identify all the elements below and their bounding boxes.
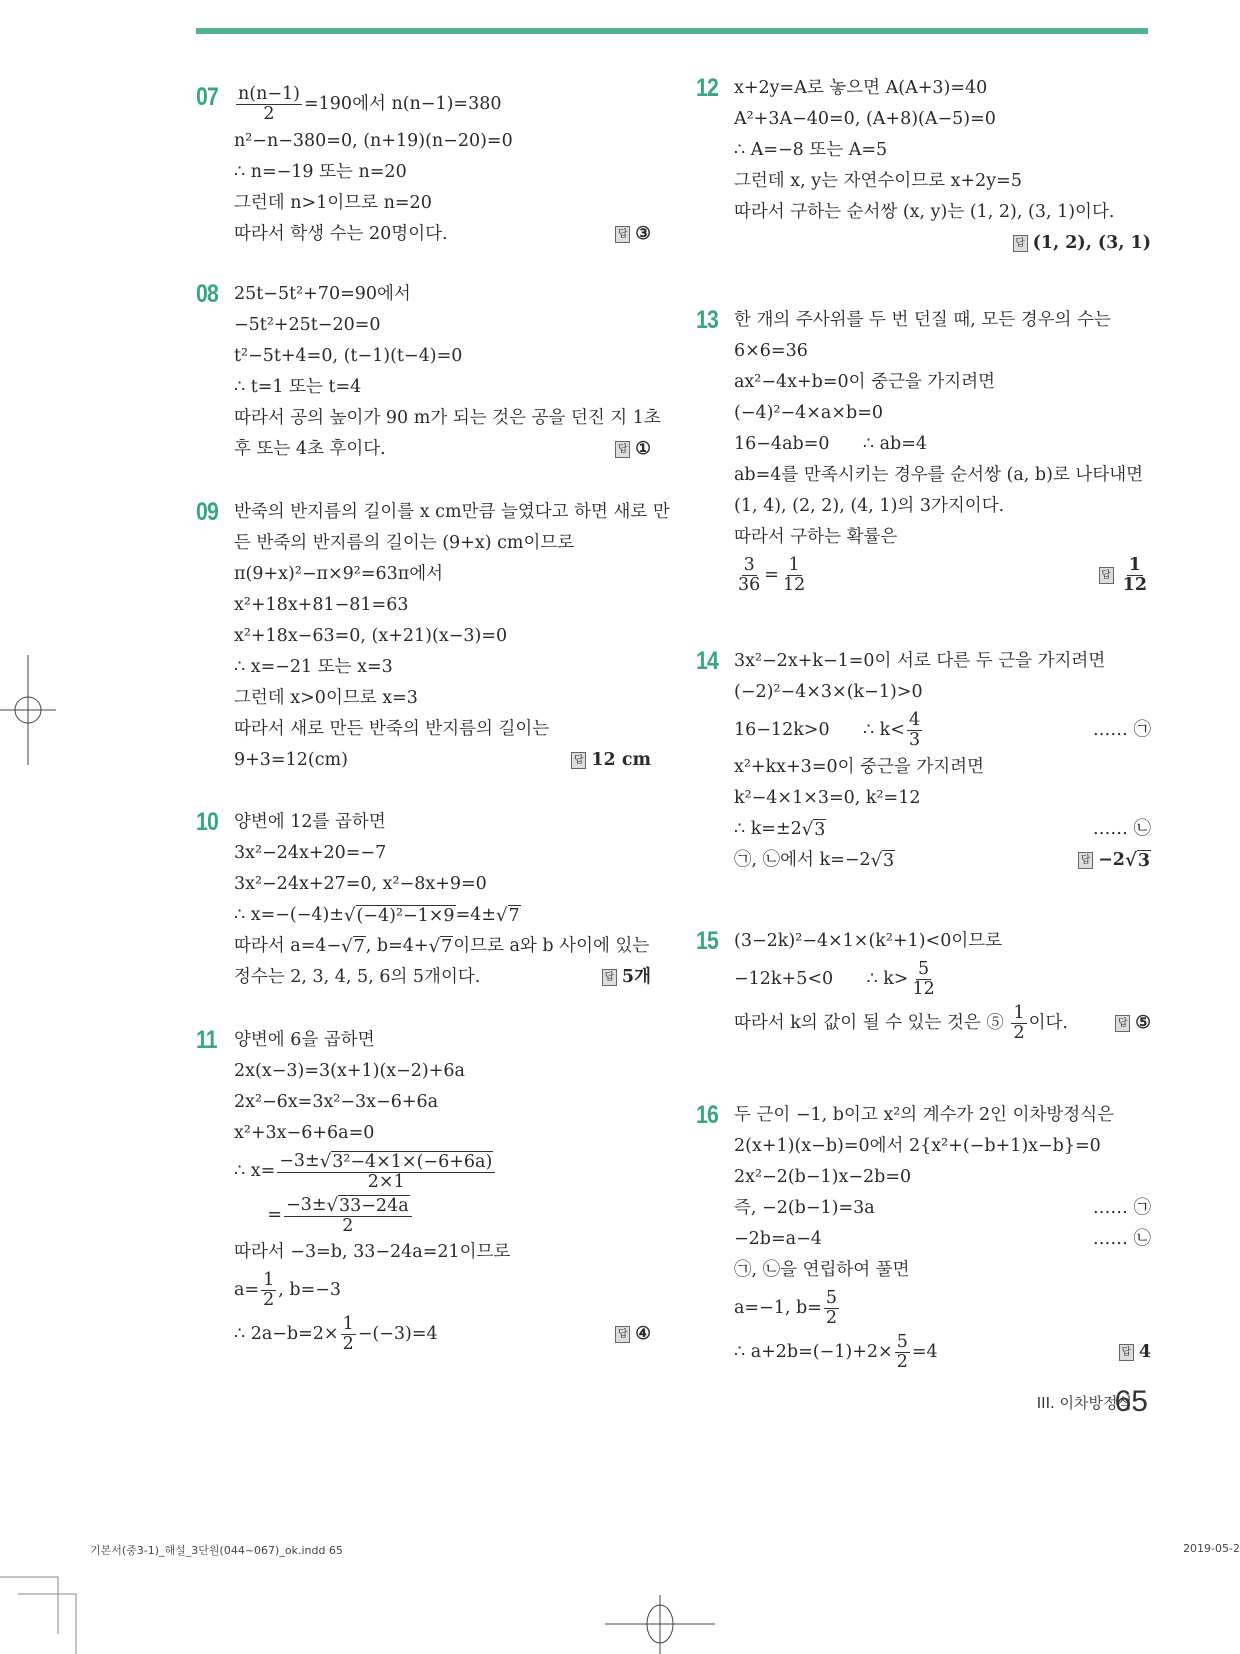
fraction-denominator: 2 — [263, 103, 275, 124]
solution-line — [734, 752, 1151, 783]
fraction-numerator: 4 — [908, 709, 921, 730]
solution-line — [234, 559, 651, 590]
solution-line — [234, 528, 651, 559]
math-text: 그런데 x>0이므로 x=3 — [234, 688, 418, 708]
square-root — [1125, 845, 1151, 876]
answer — [1115, 1008, 1151, 1039]
solution-line — [734, 1193, 1151, 1224]
fraction — [284, 1195, 412, 1236]
fraction-numerator: 1 — [1128, 554, 1141, 575]
radicand: 7 — [441, 937, 453, 957]
math-text: t²−5t+4=0, (t−1)(t−4)=0 — [234, 346, 463, 366]
solution-line — [734, 336, 1151, 367]
math-text: k²−4×1×3=0, k²=12 — [734, 788, 921, 808]
problem-number: 14 — [696, 647, 718, 675]
fraction-numerator — [277, 1151, 495, 1173]
answer-badge-icon: 답 — [1115, 1015, 1130, 1032]
math-text: 따라서 a=4− — [234, 936, 342, 956]
math-text: 16−12k>0 ∴ k< — [734, 719, 905, 740]
solution-line — [734, 104, 1151, 135]
fraction-numerator: 3 — [743, 554, 755, 575]
math-text: ④ — [635, 1323, 651, 1344]
square-root — [327, 1195, 410, 1216]
square-root — [320, 1151, 494, 1172]
math-text: A²+3A−40=0, (A+8)(A−5)=0 — [734, 109, 996, 129]
math-text: (−4)²−4×a×b=0 — [734, 403, 884, 423]
math-text: ∴ A=−8 또는 A=5 — [734, 140, 888, 160]
page-number: 65 — [1114, 1385, 1148, 1418]
problem-number: 16 — [696, 1101, 718, 1129]
solution-line — [734, 135, 1151, 166]
math-text: =4 — [911, 1341, 938, 1362]
fraction — [1011, 1004, 1026, 1043]
math-text: −(−3)=4 — [357, 1323, 438, 1344]
math-text: 따라서 −3=b, 33−24a=21이므로 — [234, 1242, 511, 1262]
math-text: 이므로 a와 b 사이에 있는 — [453, 936, 650, 956]
math-text: ⑤ — [1135, 1012, 1151, 1033]
fraction — [261, 1271, 276, 1310]
fraction — [1121, 556, 1149, 595]
math-text: x²+18x+81−81=63 — [234, 595, 409, 615]
fraction — [781, 556, 807, 595]
radicand: 3 — [883, 851, 895, 871]
solution-line — [734, 1224, 1151, 1255]
solution-line — [234, 188, 651, 219]
answer-badge-icon: 답 — [1013, 235, 1028, 252]
solution-lines — [234, 807, 651, 993]
solution-line — [734, 845, 1151, 876]
math-text: −2b=a−4 — [734, 1229, 822, 1249]
math-text: 따라서 구하는 순서쌍 (x, y)는 (1, 2), (3, 1)이다. — [734, 202, 1115, 222]
math-text: ∴ x=−21 또는 x=3 — [234, 657, 393, 677]
square-root — [341, 931, 366, 962]
fraction-denominator: 2 — [1013, 1022, 1025, 1043]
solution-line — [234, 683, 651, 714]
solution-line — [734, 926, 1151, 957]
math-text: −2 — [1098, 850, 1125, 870]
math-text: −5t²+25t−20=0 — [234, 315, 381, 335]
math-text: 따라서 k의 값이 될 수 있는 것은 ⑤ — [734, 1012, 1010, 1033]
math-text: x²+kx+3=0이 중근을 가지려면 — [734, 757, 984, 777]
math-text: 후 또는 4초 후이다. — [234, 439, 386, 459]
solution-lines — [734, 926, 1151, 1045]
math-text: 즉, −2(b−1)=3a — [734, 1198, 875, 1218]
solution-line — [734, 646, 1151, 677]
math-text: ㉠, ㉡을 연립하여 풀면 — [734, 1260, 910, 1280]
solution-line — [234, 126, 651, 157]
answer — [615, 434, 651, 465]
math-text: x²+3x−6+6a=0 — [234, 1123, 375, 1143]
math-text: x²+18x−63=0, (x+21)(x−3)=0 — [234, 626, 508, 646]
math-text: 3x²−24x+27=0, x²−8x+9=0 — [234, 874, 487, 894]
solution-line — [234, 621, 651, 652]
fraction-denominator: 2 — [263, 1289, 275, 1310]
solution-line — [734, 783, 1151, 814]
equation-tag: …… ㉡ — [1092, 819, 1151, 839]
math-text: 2x²−2(b−1)x−2b=0 — [734, 1167, 912, 1187]
solution-line — [234, 714, 651, 745]
radical-sign-icon: √ — [319, 1150, 332, 1172]
solution-line — [234, 157, 651, 188]
math-text: 12 cm — [591, 750, 651, 770]
solution-line — [234, 310, 651, 341]
math-text: ∴ x=−(−4)± — [234, 905, 345, 925]
fraction-numerator — [284, 1195, 412, 1217]
math-text: ① — [635, 439, 651, 459]
solution-line — [234, 372, 651, 403]
math-text: a= — [234, 1279, 260, 1300]
solution-line — [234, 1312, 651, 1356]
radicand: (−4)²−1×9 — [356, 906, 455, 926]
math-text: = — [234, 1204, 283, 1225]
fraction — [736, 556, 762, 595]
math-text: −3± — [286, 1194, 327, 1215]
solution-line — [234, 900, 651, 931]
solution-line — [234, 1149, 651, 1193]
math-text: x+2y=A로 놓으면 A(A+3)=40 — [734, 78, 988, 98]
solution-line — [734, 553, 1151, 597]
radicand: 3 — [814, 820, 826, 840]
fraction — [895, 1333, 910, 1372]
fraction-numerator: 5 — [825, 1287, 838, 1308]
math-text: 든 반죽의 반지름의 길이는 (9+x) cm이므로 — [234, 533, 575, 553]
print-slug-date: 2019-05-2 — [1183, 1542, 1240, 1555]
fraction-denominator: 12 — [1122, 574, 1147, 595]
solution-line — [734, 305, 1151, 336]
square-root — [802, 814, 827, 845]
math-text: 정수는 2, 3, 4, 5, 6의 5개이다. — [234, 967, 481, 987]
solution-line — [234, 434, 651, 465]
fraction-numerator: 5 — [896, 1331, 908, 1352]
solution-line — [734, 1162, 1151, 1193]
fraction-denominator: 12 — [782, 574, 806, 595]
solution-line — [234, 838, 651, 869]
answer — [1078, 845, 1151, 876]
fraction-denominator: 2 — [342, 1215, 354, 1236]
fraction-numerator: 1 — [1013, 1002, 1025, 1023]
problem-number: 09 — [196, 498, 218, 526]
answer-badge-icon: 답 — [1119, 1344, 1134, 1361]
solution-line — [234, 962, 651, 993]
problem-number: 12 — [696, 74, 718, 102]
math-text: 6×6=36 — [734, 341, 808, 361]
answer-badge-icon: 답 — [615, 441, 630, 458]
math-text: 따라서 공의 높이가 90 m가 되는 것은 공을 던진 지 1초 — [234, 408, 661, 428]
answer — [602, 962, 651, 993]
math-text: 반죽의 반지름의 길이를 x cm만큼 늘였다고 하면 새로 만 — [234, 502, 670, 522]
radical-sign-icon: √ — [870, 850, 883, 871]
math-text: 양변에 6을 곱하면 — [234, 1030, 375, 1050]
answer-badge-icon: 답 — [602, 969, 617, 986]
header-accent-bar — [196, 28, 1148, 34]
fraction-numerator: 5 — [918, 958, 930, 979]
math-text: ③ — [635, 224, 651, 244]
math-text: 3x²−2x+k−1=0이 서로 다른 두 근을 가지려면 — [734, 651, 1106, 671]
math-text: 25t−5t²+70=90에서 — [234, 284, 411, 304]
solution-line — [234, 1268, 651, 1312]
math-text: , b=−3 — [278, 1279, 342, 1300]
math-text: 2(x+1)(x−b)=0에서 2{x²+(−b+1)x−b}=0 — [734, 1136, 1101, 1156]
fraction — [910, 960, 936, 999]
solution-line — [234, 219, 651, 250]
radical-sign-icon: √ — [801, 819, 814, 840]
solution-line — [234, 1237, 651, 1268]
crop-marks — [0, 1577, 76, 1654]
math-text: ∴ 2a−b=2× — [234, 1323, 339, 1344]
fraction-numerator: 1 — [788, 554, 800, 575]
math-text: 5개 — [621, 967, 651, 987]
math-text: 9+3=12(cm) — [234, 750, 348, 770]
math-text: 2x(x−3)=3(x+1)(x−2)+6a — [234, 1061, 465, 1081]
solution-line — [734, 814, 1151, 845]
math-text: π(9+x)²−π×9²=63π에서 — [234, 564, 444, 584]
math-text: ∴ n=−19 또는 n=20 — [234, 162, 407, 182]
radical-sign-icon: √ — [344, 905, 356, 926]
math-text: ∴ x= — [234, 1160, 276, 1181]
solution-line — [734, 1001, 1151, 1045]
fraction — [824, 1289, 839, 1328]
solution-line — [234, 497, 670, 528]
fraction — [236, 85, 302, 124]
answer-badge-icon: 답 — [1078, 852, 1093, 869]
square-root — [429, 931, 454, 962]
radicand: 7 — [353, 937, 365, 957]
answer-badge-icon: 답 — [615, 226, 630, 243]
print-slug-filename: 기본서(중3-1)_해설_3단원(044~067)_ok.indd 65 — [90, 1544, 343, 1557]
math-text: 그런데 n>1이므로 n=20 — [234, 193, 432, 213]
radicand: 33−24a — [339, 1195, 409, 1216]
solution-line — [234, 745, 651, 776]
math-text: ax²−4x+b=0이 중근을 가지려면 — [734, 372, 996, 392]
math-text: (−2)²−4×3×(k−1)>0 — [734, 682, 923, 702]
radical-sign-icon: √ — [341, 936, 353, 957]
fraction-denominator: 3 — [908, 729, 921, 750]
square-root — [496, 900, 521, 931]
solution-line — [234, 869, 651, 900]
radical-sign-icon: √ — [428, 936, 441, 957]
solution-line — [734, 522, 1151, 553]
fraction-denominator: 2 — [896, 1351, 908, 1372]
square-root — [871, 845, 896, 876]
answer — [1099, 556, 1151, 595]
solution-line — [734, 1286, 1151, 1330]
solution-line — [734, 1131, 1151, 1162]
fraction-denominator: 36 — [738, 574, 761, 595]
math-text: 4 — [1138, 1341, 1151, 1362]
equation-tag: …… ㉠ — [1092, 719, 1151, 740]
solution-line — [734, 677, 1151, 708]
solution-lines — [234, 1025, 651, 1356]
fraction-numerator: 1 — [342, 1313, 354, 1334]
math-text: ∴ k=±2 — [734, 819, 802, 839]
math-text: , b=4+ — [365, 936, 429, 956]
solution-line — [734, 1255, 1151, 1286]
math-text: a=−1, b= — [734, 1297, 822, 1318]
solution-line — [234, 279, 651, 310]
problem-number: 08 — [196, 280, 218, 308]
radicand: 3²−4×1×(−6+6a) — [332, 1151, 493, 1172]
chapter-title: III. 이차방정식 — [1036, 1394, 1132, 1412]
math-text: 16−4ab=0 ∴ ab=4 — [734, 434, 928, 454]
registration-mark-left — [0, 655, 56, 765]
math-text: (3−2k)²−4×1×(k²+1)<0이므로 — [734, 931, 1003, 951]
equation-tag: …… ㉡ — [1092, 1229, 1151, 1249]
problem-number: 10 — [196, 808, 218, 836]
math-text: (1, 2), (3, 1) — [1032, 233, 1151, 253]
math-text: 3x²−24x+20=−7 — [234, 843, 387, 863]
radical-sign-icon: √ — [496, 905, 508, 926]
radical-sign-icon: √ — [1124, 850, 1137, 871]
fraction — [907, 711, 922, 750]
math-text: =190에서 n(n−1)=380 — [304, 93, 502, 114]
solution-line — [734, 197, 1151, 228]
fraction-denominator: 2 — [342, 1333, 354, 1354]
fraction-numerator: 1 — [263, 1269, 275, 1290]
answer-badge-icon: 답 — [615, 1326, 630, 1343]
math-text: 따라서 구하는 확률은 — [734, 527, 898, 547]
math-text: ab=4를 만족시키는 경우를 순서쌍 (a, b)로 나타내면 — [734, 465, 1144, 485]
radical-sign-icon: √ — [326, 1194, 338, 1216]
solution-line — [734, 228, 1151, 259]
solution-line — [734, 166, 1151, 197]
math-text: ㉠, ㉡에서 k=−2 — [734, 850, 871, 870]
fraction — [341, 1315, 356, 1354]
solution-lines — [234, 82, 651, 250]
solution-line — [734, 398, 1151, 429]
math-text: 이다. — [1028, 1012, 1068, 1033]
solution-line — [734, 957, 1151, 1001]
solution-line — [234, 1118, 651, 1149]
math-text: 두 근이 −1, b이고 x²의 계수가 2인 이차방정식은 — [734, 1105, 1114, 1125]
answer — [571, 745, 651, 776]
solution-line — [234, 1056, 651, 1087]
fraction-denominator: 2×1 — [367, 1171, 405, 1192]
problem-number: 11 — [196, 1026, 217, 1054]
solution-lines — [234, 497, 670, 776]
solution-lines — [734, 1100, 1151, 1374]
math-text: =4± — [455, 905, 497, 925]
answer — [1013, 228, 1151, 259]
fraction — [277, 1151, 495, 1192]
solution-line — [734, 1100, 1151, 1131]
math-text: 그런데 x, y는 자연수이므로 x+2y=5 — [734, 171, 1022, 191]
fraction-denominator: 2 — [825, 1307, 838, 1328]
solution-lines — [234, 279, 661, 465]
solution-line — [734, 367, 1151, 398]
solution-line — [234, 931, 651, 962]
solution-line — [734, 460, 1151, 491]
solution-line — [734, 708, 1151, 752]
radicand: 3 — [1137, 851, 1150, 871]
solution-lines — [734, 646, 1151, 876]
math-text: −12k+5<0 ∴ k> — [734, 968, 909, 989]
math-text: (1, 4), (2, 2), (4, 1)의 3가지이다. — [734, 496, 1005, 516]
solution-line — [234, 1025, 651, 1056]
math-text: 따라서 학생 수는 20명이다. — [234, 224, 448, 244]
math-text: n²−n−380=0, (n+19)(n−20)=0 — [234, 131, 513, 151]
problem-number: 13 — [696, 306, 718, 334]
fraction-numerator: n(n−1) — [238, 83, 300, 104]
solution-line — [234, 652, 651, 683]
solution-line — [234, 403, 661, 434]
solution-line — [234, 1193, 651, 1237]
math-text: 한 개의 주사위를 두 번 던질 때, 모든 경우의 수는 — [734, 310, 1111, 330]
math-text: = — [764, 564, 779, 585]
answer — [615, 1319, 651, 1350]
math-text: 양변에 12를 곱하면 — [234, 812, 386, 832]
answer-badge-icon: 답 — [1099, 567, 1114, 584]
solution-line — [234, 82, 651, 126]
equation-tag: …… ㉠ — [1092, 1198, 1151, 1218]
solution-line — [734, 1330, 1151, 1374]
answer — [1119, 1337, 1151, 1368]
math-text: −3± — [279, 1150, 320, 1171]
solution-line — [734, 491, 1151, 522]
math-text: ∴ t=1 또는 t=4 — [234, 377, 362, 397]
solution-line — [234, 807, 651, 838]
math-text: 따라서 새로 만든 반죽의 반지름의 길이는 — [234, 719, 550, 739]
solution-lines — [734, 73, 1151, 259]
solution-line — [234, 590, 651, 621]
problem-number: 15 — [696, 927, 718, 955]
solution-line — [234, 341, 651, 372]
problem-number: 07 — [196, 83, 218, 111]
answer-badge-icon: 답 — [571, 752, 586, 769]
math-text: 2x²−6x=3x²−3x−6+6a — [234, 1092, 439, 1112]
fraction-denominator: 12 — [912, 978, 935, 999]
solution-line — [234, 1087, 651, 1118]
answer — [615, 219, 651, 250]
radicand: 7 — [508, 906, 520, 926]
math-text: ∴ a+2b=(−1)+2× — [734, 1341, 893, 1362]
solution-line — [734, 73, 1151, 104]
registration-mark-bottom — [605, 1595, 715, 1654]
square-root — [344, 900, 456, 931]
solution-line — [734, 429, 1151, 460]
solution-lines — [734, 305, 1151, 597]
